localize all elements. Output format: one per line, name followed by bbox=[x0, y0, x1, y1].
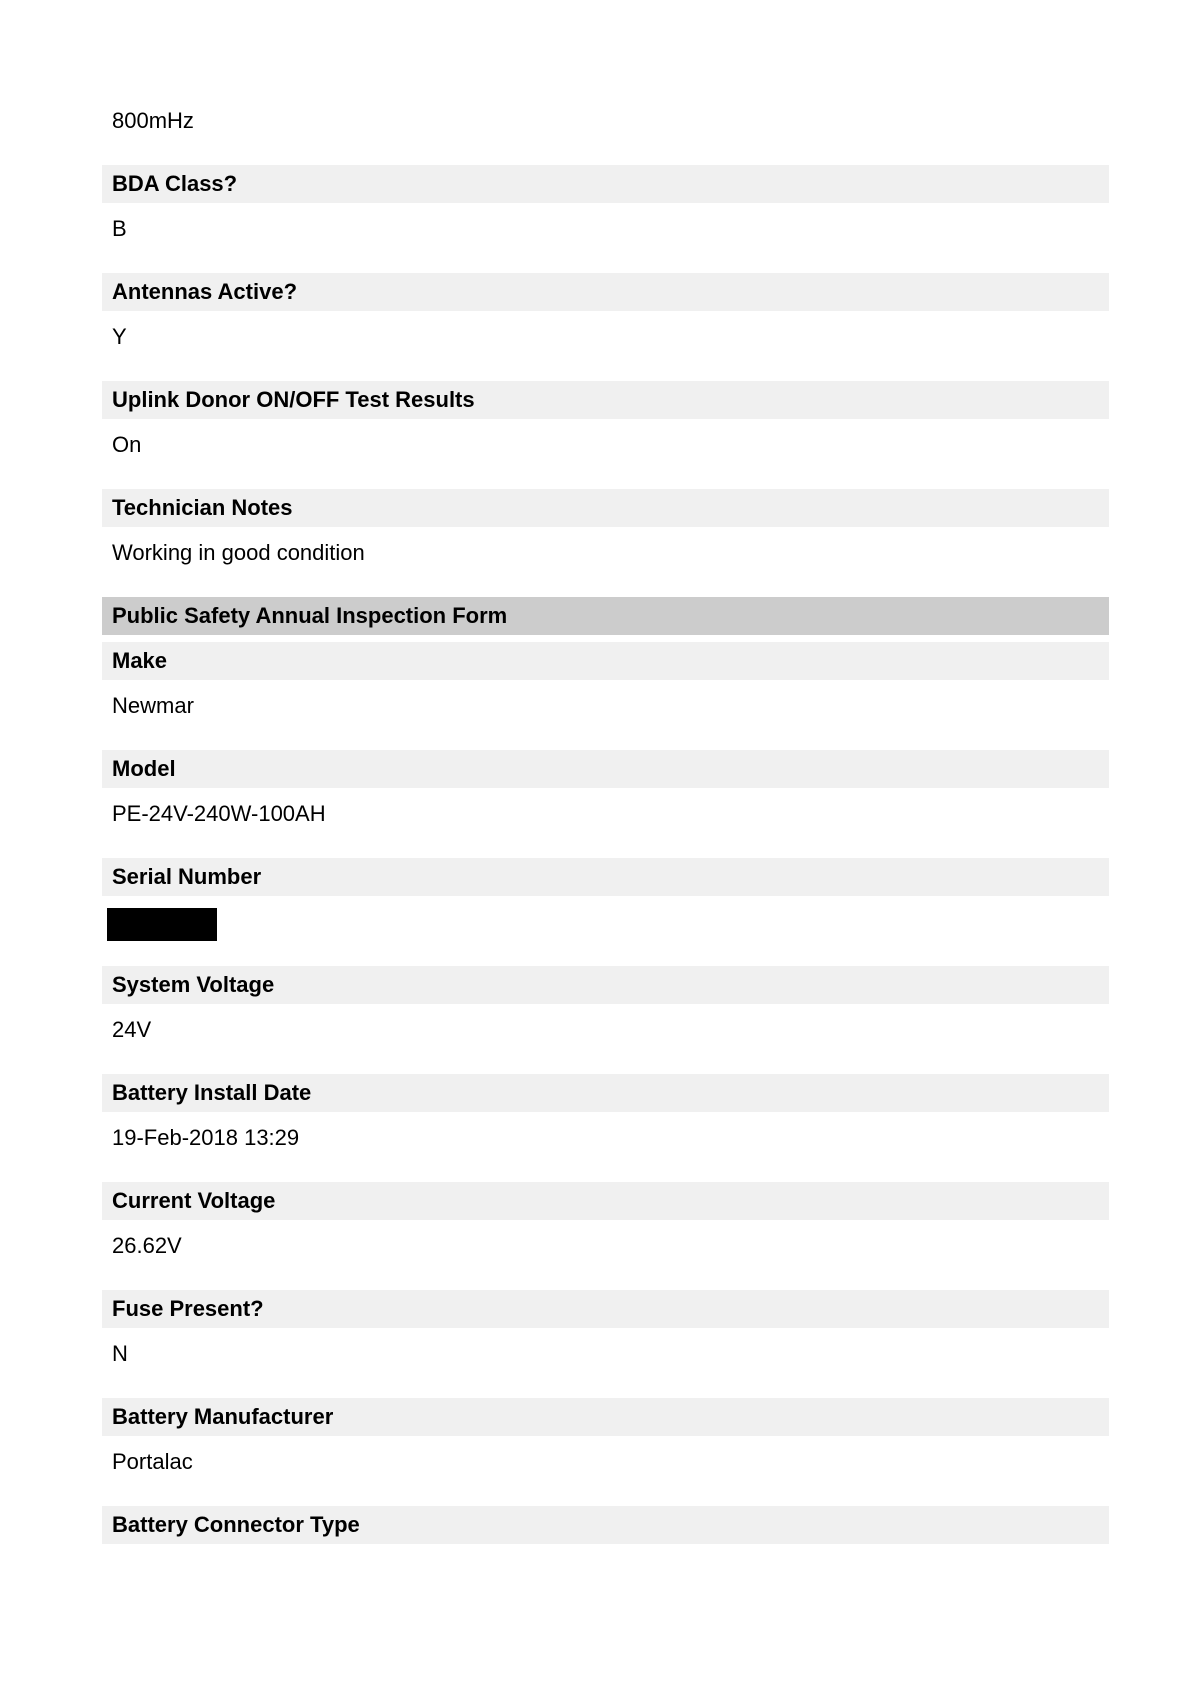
frequency-value: 800mHz bbox=[112, 108, 194, 133]
current-voltage-value: 26.62V bbox=[112, 1233, 182, 1258]
fuse-present-label: Fuse Present? bbox=[102, 1290, 1109, 1328]
technician-notes-value: Working in good condition bbox=[112, 540, 365, 565]
redaction-block bbox=[107, 908, 217, 941]
inspection-sheet bbox=[102, 102, 1109, 1544]
system-voltage-label: System Voltage bbox=[102, 966, 1109, 1004]
make-value: Newmar bbox=[112, 693, 194, 718]
antennas-active-value: Y bbox=[112, 324, 127, 349]
current-voltage-label: Current Voltage bbox=[102, 1182, 1109, 1220]
battery-install-date-label: Battery Install Date bbox=[102, 1074, 1109, 1112]
serial-number-value bbox=[102, 903, 1109, 941]
model-value: PE-24V-240W-100AH bbox=[112, 801, 326, 826]
fuse-present-value: N bbox=[112, 1341, 128, 1366]
battery-manufacturer-value: Portalac bbox=[112, 1449, 193, 1474]
make-label: Make bbox=[102, 642, 1109, 680]
model-label: Model bbox=[102, 750, 1109, 788]
battery-connector-type-label: Battery Connector Type bbox=[102, 1506, 1109, 1544]
bda-class-label: BDA Class? bbox=[102, 165, 1109, 203]
bda-class-value: B bbox=[112, 216, 127, 241]
technician-notes-label: Technician Notes bbox=[102, 489, 1109, 527]
uplink-donor-test-value: On bbox=[112, 432, 142, 457]
antennas-active-label: Antennas Active? bbox=[102, 273, 1109, 311]
section-title: Public Safety Annual Inspection Form bbox=[102, 597, 1109, 635]
uplink-donor-test-label: Uplink Donor ON/OFF Test Results bbox=[102, 381, 1109, 419]
system-voltage-value: 24V bbox=[112, 1017, 152, 1042]
serial-number-label: Serial Number bbox=[102, 858, 1109, 896]
battery-install-date-value: 19-Feb-2018 13:29 bbox=[112, 1125, 300, 1150]
battery-manufacturer-label: Battery Manufacturer bbox=[102, 1398, 1109, 1436]
